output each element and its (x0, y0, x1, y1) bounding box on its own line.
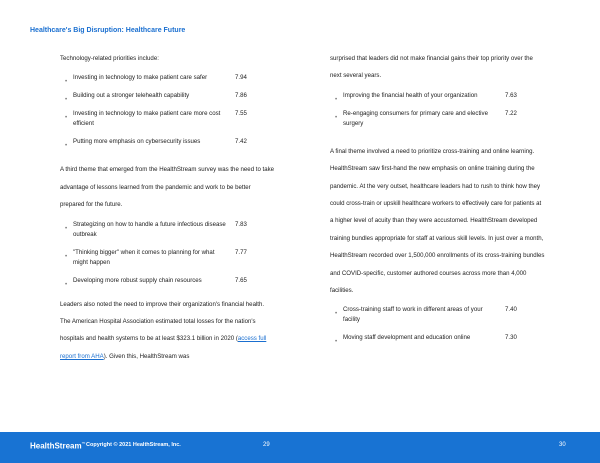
item-text: Moving staff development and education online (343, 334, 471, 342)
bullet-icon: • (65, 78, 68, 86)
list-item (65, 220, 275, 240)
future-preparedness-list (65, 220, 275, 286)
item-text: Re-engaging consumers for primary care and elective surgery (343, 109, 488, 127)
list-item (65, 109, 275, 129)
final-theme-paragraph: A final theme involved a need to prioritize cross-training and online learning. HealthStream saw first-hand the new emphasis on online training during the pandemic. At the very outset, healthcare leaders had to rush to think how they could cross-train or upskill healthcare workers to effectively care for patients at a higher level of acuity than they were accustomed. HealthStream developed training bundles appropriate for staff at various skill levels. In just over a month, HealthStream recorded over 1,500,000 enrollments of its cross-training bundles and COVID-specific, customer authored courses across more than 4,000 facilities. (330, 147, 545, 295)
bullet-icon: • (65, 142, 68, 150)
header-title: Healthcare's Big Disruption: Healthcare Future (30, 27, 186, 34)
bullet-icon: • (335, 113, 338, 121)
item-text: Developing more robust supply chain resources (73, 276, 202, 284)
tech-priorities-list (65, 73, 275, 150)
item-score: 7.65 (235, 276, 247, 284)
item-score: 7.83 (235, 220, 247, 228)
bullet-icon: • (335, 95, 338, 103)
item-score: 7.40 (505, 306, 517, 314)
healthstream-logo (30, 441, 86, 451)
item-score: 7.55 (235, 110, 247, 118)
item-score: 7.63 (505, 91, 517, 99)
list-item (65, 276, 275, 286)
third-theme-paragraph: A third theme that emerged from the HealthStream survey was the need to take advantage of lessons learned from the pandemic and work to be better prepared for the future. (60, 166, 275, 209)
continued-paragraph: surprised that leaders did not make financial gains their top priority over the next several years. (330, 55, 533, 80)
left-column (60, 50, 275, 369)
list-item (65, 248, 275, 268)
bullet-icon: • (335, 338, 338, 346)
footer-bar (0, 432, 600, 463)
list-item (335, 333, 545, 346)
item-text: Improving the financial health of your organization (343, 91, 478, 99)
bullet-icon: • (65, 252, 68, 260)
logo-text: HealthStream (30, 441, 82, 451)
financial-paragraph (60, 296, 275, 366)
list-item (65, 137, 275, 150)
item-score: 7.42 (235, 138, 247, 146)
page-number-left: 29 (263, 442, 270, 448)
bullet-icon: • (65, 96, 68, 104)
item-text: Investing in technology to make patient care safer (73, 74, 208, 82)
aha-report-link[interactable]: access full report from AHA (60, 335, 267, 360)
trademark-mark: ™ (81, 441, 86, 446)
bullet-icon: • (335, 310, 338, 318)
bullet-icon: • (65, 114, 68, 122)
page-number-right: 30 (559, 442, 566, 448)
financial-priorities-list (335, 91, 545, 129)
list-item (335, 109, 545, 129)
bullet-icon: • (65, 224, 68, 232)
financial-text-end: ). Given this, HealthStream was (103, 352, 190, 360)
list-item (65, 91, 275, 104)
item-score: 7.86 (235, 92, 247, 100)
list-item (335, 305, 545, 325)
financial-text-start: Leaders also noted the need to improve their organization's financial health. The American Hospital Association estimated total losses for the nation's hospitals and health systems to be at least $323.1 billion in 2020 ( (60, 300, 265, 343)
item-score: 7.94 (235, 74, 247, 82)
list-item (335, 91, 545, 101)
item-score: 7.30 (505, 334, 517, 342)
item-text: Putting more emphasis on cybersecurity issues (73, 138, 201, 146)
list-item (65, 73, 275, 86)
item-text: Building out a stronger telehealth capability (73, 92, 190, 100)
item-score: 7.22 (505, 109, 517, 117)
item-text: Investing in technology to make patient care more cost efficient (73, 110, 221, 128)
training-priorities-list (335, 305, 545, 346)
copyright-text: Copyright © 2021 HealthStream, Inc. (86, 442, 181, 448)
item-text: "Thinking bigger" when it comes to planning for what might happen (73, 248, 215, 266)
intro-text: Technology-related priorities include: (60, 55, 159, 62)
bullet-icon: • (65, 280, 68, 288)
item-text: Strategizing on how to handle a future infectious disease outbreak (73, 220, 226, 238)
item-score: 7.77 (235, 248, 247, 256)
item-text: Cross-training staff to work in different areas of your facility (343, 306, 483, 324)
right-column (330, 50, 545, 351)
